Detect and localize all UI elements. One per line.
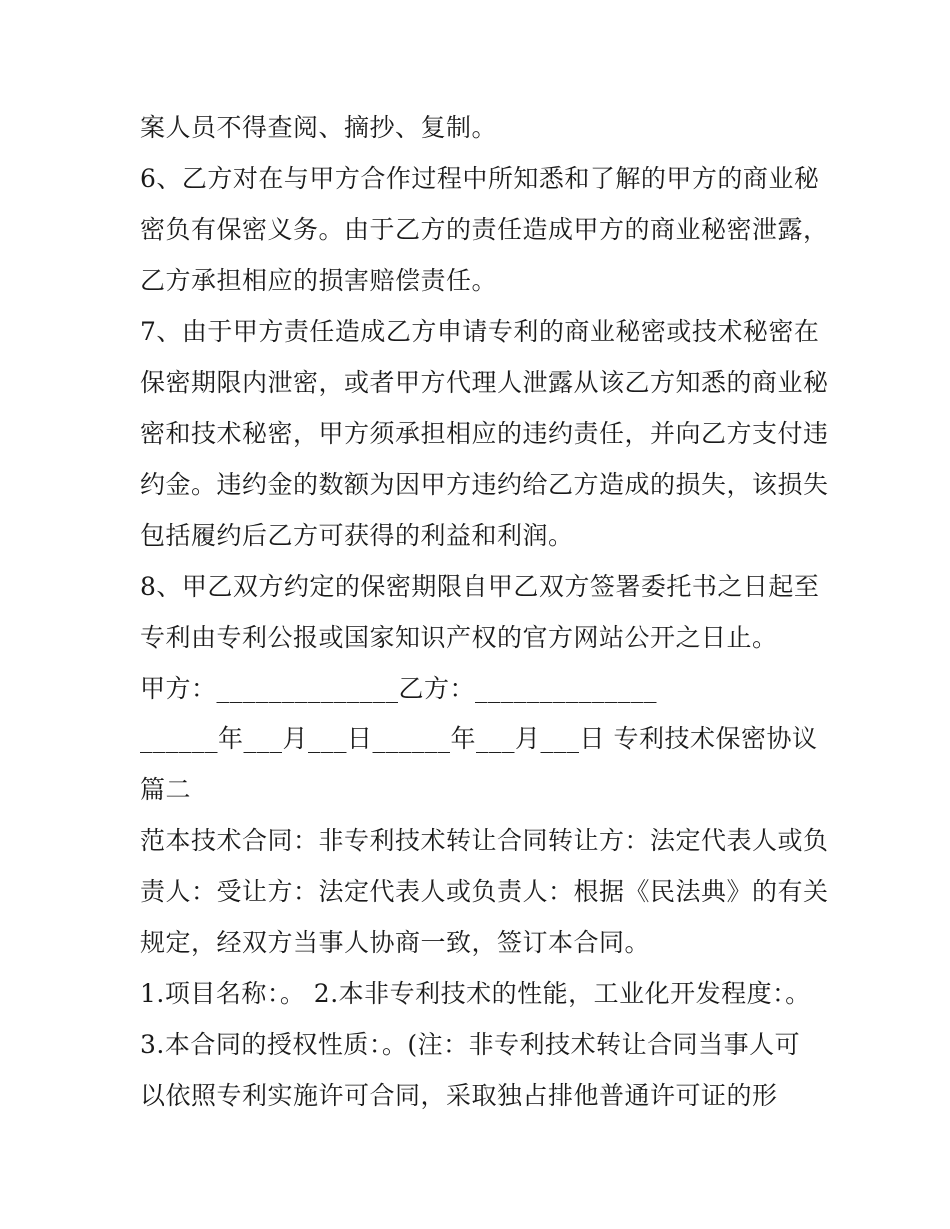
text-line: 专利由专利公报或国家知识产权的官方网站公开之日止。 [140, 623, 778, 652]
text-line: 案人员不得查阅、摘抄、复制。 [140, 113, 498, 142]
text-line: 密负有保密义务。由于乙方的责任造成甲方的商业秘密泄露， [140, 215, 829, 244]
text-line: 以依照专利实施许可合同，采取独占排他普通许可证的形 [140, 1081, 778, 1110]
text-line: 约金。违约金的数额为因甲方违约给乙方造成的损失，该损失 [140, 470, 829, 499]
section-heading: 篇二 [140, 775, 192, 804]
text-line: 密和技术秘密，甲方须承担相应的违约责任，并向乙方支付违 [140, 419, 829, 448]
text-line: 3.本合同的授权性质：。(注：非专利技术转让合同当事人可 [140, 1030, 801, 1059]
text-line: 6、乙方对在与甲方合作过程中所知悉和了解的甲方的商业秘 [140, 164, 820, 193]
text-line: 保密期限内泄密，或者甲方代理人泄露从该乙方知悉的商业秘 [140, 368, 829, 397]
text-line: 8、甲乙双方约定的保密期限自甲乙双方签署委托书之日起至 [140, 572, 820, 601]
date-line: ______年___月___日______年___月___日 专利技术保密协议 [140, 724, 818, 753]
signature-line: 甲方：______________乙方：______________ [140, 674, 658, 703]
text-line: 1.项目名称：。 2.本非专利技术的性能，工业化开发程度：。 [140, 979, 811, 1008]
text-line: 范本技术合同：非专利技术转让合同转让方：法定代表人或负 [140, 826, 829, 855]
text-line: 规定，经双方当事人协商一致，签订本合同。 [140, 928, 651, 957]
text-line: 7、由于甲方责任造成乙方申请专利的商业秘密或技术秘密在 [140, 317, 820, 346]
text-line: 乙方承担相应的损害赔偿责任。 [140, 266, 498, 295]
text-line: 包括履约后乙方可获得的利益和利润。 [140, 521, 574, 550]
text-line: 责人：受让方：法定代表人或负责人：根据《民法典》的有关 [140, 877, 829, 906]
